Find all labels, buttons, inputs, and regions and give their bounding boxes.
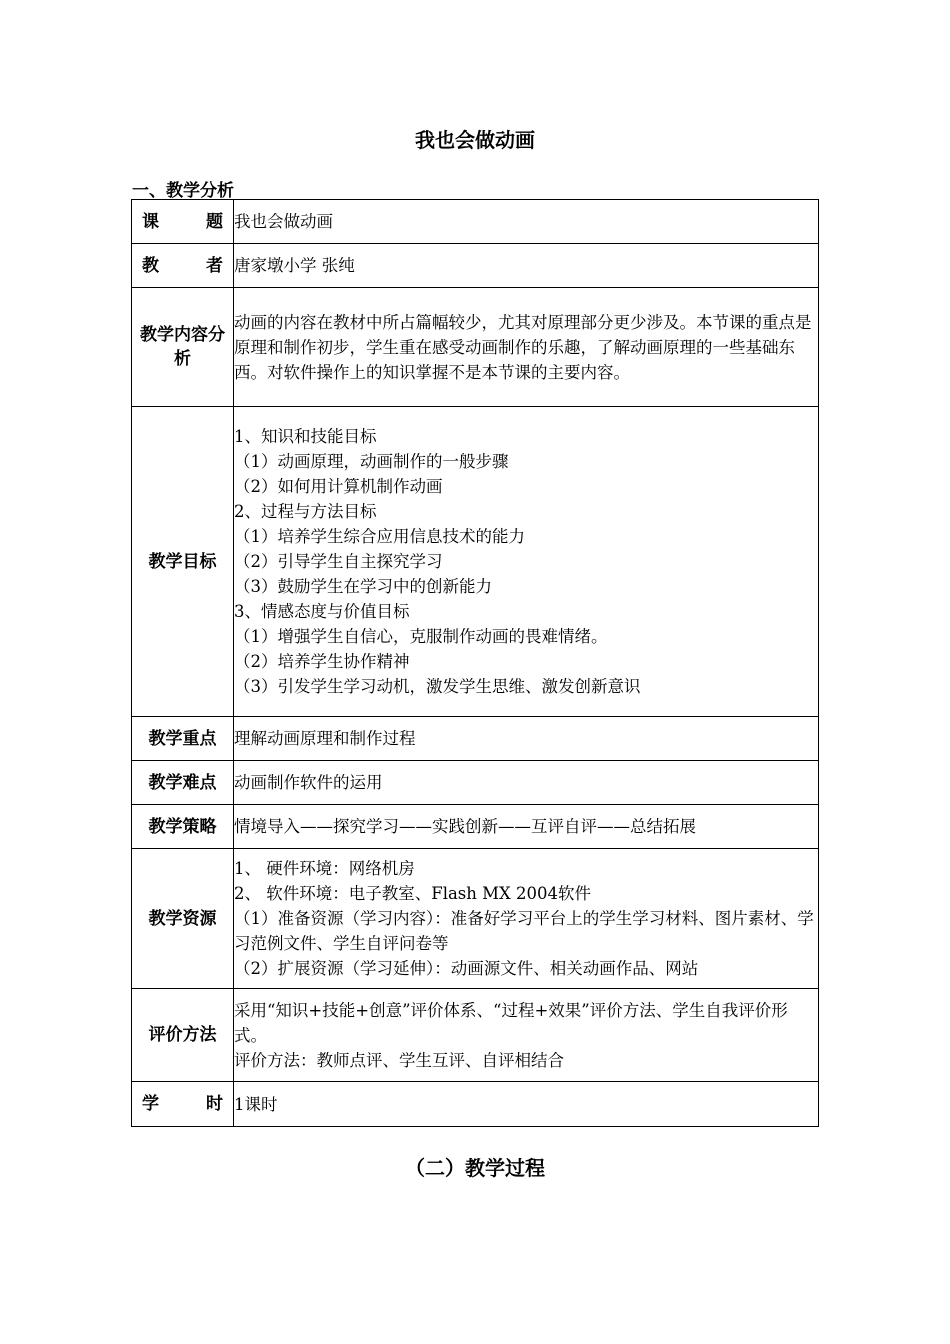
row-value-strategy: 情境导入——探究学习——实践创新——互评自评——总结拓展 xyxy=(234,805,819,849)
row-value-resources xyxy=(234,849,819,989)
content-text: 动画的内容在教材中所占篇幅较少，尤其对原理部分更少涉及。本节课的重点是原理和制作初步，学生重在感受动画制作的乐趣，了解动画原理的一些基础东西。对软件操作上的知识掌握不是本节课的主要内容。 xyxy=(234,312,812,382)
row-label-resources: 教学资源 xyxy=(132,849,234,989)
row-value-content xyxy=(234,288,819,407)
table-row-focus xyxy=(132,717,819,761)
row-label-evaluation: 评价方法 xyxy=(132,989,234,1082)
row-value-evaluation xyxy=(234,989,819,1082)
resource-line: （1）准备资源（学习内容）：准备好学习平台上的学生学习材料、图片素材、学习范例文件、学生自评问卷等 xyxy=(234,909,814,953)
row-value-goals xyxy=(234,407,819,717)
resource-line: 2、 软件环境：电子教室、Flash MX 2004软件 xyxy=(234,884,592,903)
goal-line: （1）动画原理，动画制作的一般步骤 xyxy=(234,452,509,471)
row-value-difficulty: 动画制作软件的运用 xyxy=(234,761,819,805)
row-label-strategy: 教学策略 xyxy=(132,805,234,849)
goal-line: （3）鼓励学生在学习中的创新能力 xyxy=(234,577,492,596)
row-label-teacher: 教 者 xyxy=(132,244,234,288)
row-value-hours: 1课时 xyxy=(234,1082,819,1127)
row-value-topic: 我也会做动画 xyxy=(234,200,819,244)
row-label-topic: 课 题 xyxy=(132,200,234,244)
table-row-evaluation xyxy=(132,989,819,1082)
table-row-hours xyxy=(132,1082,819,1127)
table-row-topic xyxy=(132,200,819,244)
row-value-focus: 理解动画原理和制作过程 xyxy=(234,717,819,761)
goal-line: 1、知识和技能目标 xyxy=(234,427,377,446)
table-row-difficulty xyxy=(132,761,819,805)
row-label-content: 教学内容分析 xyxy=(132,288,234,407)
goal-line: （1）培养学生综合应用信息技术的能力 xyxy=(234,527,525,546)
section-heading-analysis: 一、教学分析 xyxy=(132,181,234,201)
evaluation-line: 评价方法：教师点评、学生互评、自评相结合 xyxy=(234,1050,564,1070)
table-row-goals xyxy=(132,407,819,717)
goal-line: 2、过程与方法目标 xyxy=(234,502,377,521)
row-label-focus: 教学重点 xyxy=(132,717,234,761)
row-label-difficulty: 教学难点 xyxy=(132,761,234,805)
evaluation-line: 采用“知识+技能+创意”评价体系、“过程+效果”评价方法、学生自我评价形式。 xyxy=(234,1000,788,1045)
row-label-goals: 教学目标 xyxy=(132,407,234,717)
goal-line: （2）培养学生协作精神 xyxy=(234,652,410,671)
row-value-teacher: 唐家墩小学 张纯 xyxy=(234,244,819,288)
resource-line: （2）扩展资源（学习延伸）：动画源文件、相关动画作品、网站 xyxy=(234,959,699,978)
goal-line: 3、情感态度与价值目标 xyxy=(234,602,410,621)
goal-line: （2）如何用计算机制作动画 xyxy=(234,477,443,496)
lesson-info-table xyxy=(131,199,819,1127)
goal-line: （1）增强学生自信心，克服制作动画的畏难情绪。 xyxy=(234,627,608,646)
table-row-teacher xyxy=(132,244,819,288)
resource-line: 1、 硬件环境：网络机房 xyxy=(234,859,415,878)
table-row-content xyxy=(132,288,819,407)
row-label-hours: 学 时 xyxy=(132,1082,234,1127)
page-title: 我也会做动画 xyxy=(415,128,535,152)
goal-line: （3）引发学生学习动机，激发学生思维、激发创新意识 xyxy=(234,677,641,696)
section-heading-process: （二）教学过程 xyxy=(405,1156,545,1180)
goal-line: （2）引导学生自主探究学习 xyxy=(234,552,443,571)
table-row-strategy xyxy=(132,805,819,849)
table-row-resources xyxy=(132,849,819,989)
